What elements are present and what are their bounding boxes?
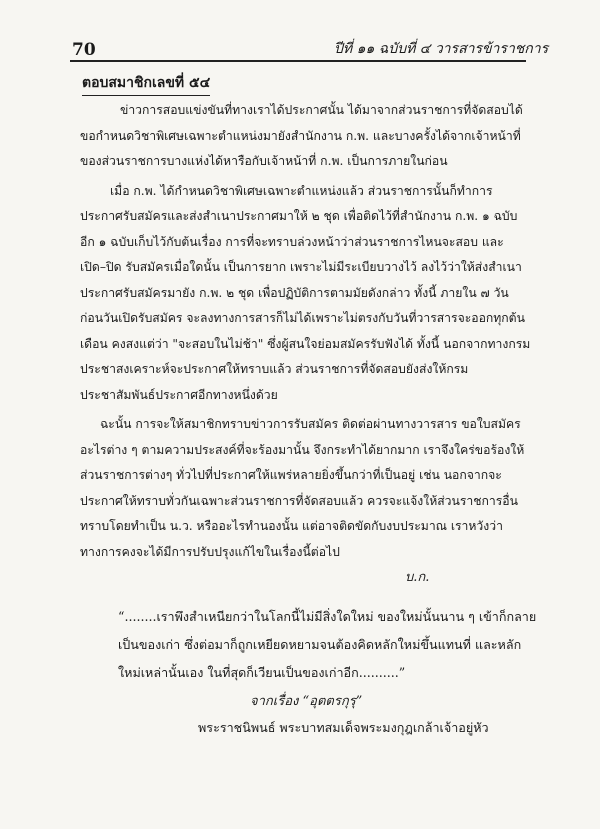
section-title: ตอบสมาชิกเลขที่ ๕๔ (82, 72, 210, 96)
journal-issue-reference: ปีที่ ๑๑ ฉบับที่ ๔ วารสารข้าราชการ (334, 41, 549, 57)
page-header (0, 0, 600, 60)
article-body (80, 98, 532, 569)
quote-source: จากเรื่อง “อุตตรกุรุ” (250, 694, 363, 709)
royal-quote: “........เราพึงสำเหนียกว่าในโลกนี้ไม่มีสิ่งใดใหม่ ของใหม่นั้นนาน ๆ เข้าก็กลายเป็นของเก่า ซึ่งต่อมาก็ถูกเหยียดหยามจนต้องคิดหลักใหม่ขึ้นแทนที่ และหลักใหม่เหล่านั้นเอง ในที่สุดก็เวียนเป็นของเก่าอีก..........” (118, 609, 537, 680)
header-rule (70, 60, 526, 62)
paragraph-1: ข่าวการสอบแข่งขันที่ทางเราได้ประกาศนั้น ได้มาจากส่วนราชการที่จัดสอบได้ขอกำหนดวิชาพิเศษเฉพาะตำแหน่งมายังสำนักงาน ก.พ. และบางครั้งได้จากเจ้าหน้าที่ของส่วนราชการบางแห่งได้หารือกับเจ้าหน้าที่ ก.พ. เป็นการภายในก่อน (80, 103, 523, 168)
quote-author: พระราชนิพนธ์ พระบาทสมเด็จพระมงกุฎเกล้าเจ้าอยู่หัว (198, 720, 489, 735)
page-number: 70 (72, 40, 96, 60)
paragraph-2: เมื่อ ก.พ. ได้กำหนดวิชาพิเศษเฉพาะตำแหน่งแล้ว ส่วนราชการนั้นก็ทำการประกาศรับสมัครและส่งสำเนาประกาศมาให้ ๒ ชุด เพื่อติดไว้ที่สำนักงาน ก.พ. ๑ ฉบับ อีก ๑ ฉบับเก็บไว้กับต้นเรื่อง การที่จะทราบล่วงหน้าว่าส่วนราชการไหนจะสอบ และ เปิด–ปิด รับสมัครเมื่อใดนั้น เป็นการยาก เพราะไม่มีระเบียบวางไว้ ลงไว้ว่าให้ส่งสำเนาประกาศรับสมัครมายัง ก.พ. ๒ ชุด เพื่อปฏิบัติการตามมัยดังกล่าว ทั้งนี้ ภายใน ๗ วัน ก่อนวันเปิดรับสมัคร จะลงทางการสารก็ไม่ได้เพราะไม่ตรงกับวันที่วารสารจะออกทุกต้นเดือน คงสงแต่ว่า "จะสอบในไม่ช้า" ซึ่งผู้สนใจย่อมสมัครรับฟังได้ ทั้งนี้ นอกจากทางกรมประชาสงเคราะห์จะประกาศให้ทราบแล้ว ส่วนราชการที่จัดสอบยังส่งให้กรมประชาสัมพันธ์ประกาศอีกทางหนึ่งด้วย (80, 183, 531, 402)
editor-initials: บ.ก. (405, 570, 430, 585)
paragraph-3: ฉะนั้น การจะให้สมาชิกทราบข่าวการรับสมัคร ติดต่อผ่านทางวารสาร ขอใบสมัครอะไรต่าง ๆ ตามความประสงค์ที่จะร้องมานั้น จึงกระทำได้ยากมาก เราจึงใคร่ขอร้องให้ส่วนราชการต่างๆ ทั่วไปที่ประกาศให้แพร่หลายยิ่งขึ้นกว่าที่เป็นอยู่ เช่น นอกจากจะประกาศให้ทราบทั่วกันเฉพาะส่วนราชการที่จัดสอบแล้ว ควรจะแจ้งให้ส่วนราชการอื่นทราบโดยทำเป็น น.ว. หรืออะไรทำนองนั้น แต่อาจติดขัดกับงบประมาณ เราหวังว่าทางการคงจะได้มีการปรับปรุงแก้ไขในเรื่องนี้ต่อไป (80, 417, 525, 559)
